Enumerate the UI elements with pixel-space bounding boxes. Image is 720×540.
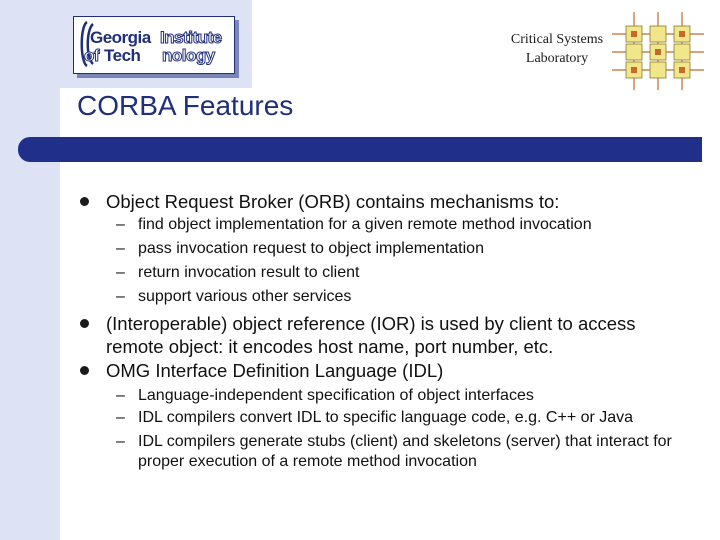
lab-name — [497, 30, 617, 68]
dash-icon: – — [116, 409, 125, 426]
logo-word-nology: nology — [162, 46, 215, 65]
sub-bullet — [116, 215, 708, 235]
bullet-dot-icon — [80, 197, 89, 206]
dash-icon: – — [116, 387, 125, 404]
sub-bullet — [116, 386, 708, 406]
bullet-text: Object Request Broker (ORB) contains mechanisms to: — [106, 191, 560, 212]
sub-bullet-text: pass invocation request to object implementation — [138, 240, 484, 257]
logo-word-tech: Tech — [104, 46, 141, 65]
lab-name-line-2: Laboratory — [525, 51, 589, 66]
sub-bullet — [116, 239, 708, 259]
sub-bullet-text: IDL compilers generate stubs (client) and skeletons (server) that interact for proper execution of a remote method invocation — [138, 433, 672, 470]
logo-word-georgia: Georgia — [90, 28, 151, 47]
sub-bullet — [116, 287, 708, 307]
sub-bullet-text: support various other services — [138, 288, 352, 305]
bullet-orb — [106, 190, 706, 213]
left-decor-band — [0, 0, 60, 540]
sub-bullet-text: Language-independent specification of object interfaces — [138, 387, 534, 404]
bullet-dot-icon — [80, 366, 89, 375]
bullet-ior — [106, 312, 696, 358]
sub-bullet — [116, 263, 708, 283]
sub-bullet-text: return invocation result to client — [138, 264, 360, 281]
bullet-text: (Interoperable) object reference (IOR) is used by client to access remote object: it encodes host name, port number, etc. — [106, 313, 636, 357]
bullet-idl — [106, 359, 706, 382]
bullet-text: OMG Interface Definition Language (IDL) — [106, 360, 444, 381]
dash-icon: – — [116, 216, 125, 233]
logo-word-of: of — [84, 46, 100, 65]
georgia-tech-logo — [73, 16, 235, 74]
sub-bullet-text: find object implementation for a given remote method invocation — [138, 216, 592, 233]
lab-name-line-1: Critical Systems — [510, 32, 604, 47]
sub-bullet — [116, 432, 708, 472]
top-decor-band — [60, 0, 252, 88]
title-underline-bar — [18, 137, 702, 162]
dash-icon: – — [116, 264, 125, 281]
dash-icon: – — [116, 288, 125, 305]
sub-bullet — [116, 408, 708, 428]
bullet-dot-icon — [80, 319, 89, 328]
dash-icon: – — [116, 433, 125, 450]
sub-bullet-text: IDL compilers convert IDL to specific language code, e.g. C++ or Java — [138, 409, 634, 426]
dash-icon: – — [116, 240, 125, 257]
circuit-grid-icon — [612, 12, 704, 90]
logo-word-institute: Institute — [160, 28, 222, 47]
slide-title: CORBA Features — [77, 90, 294, 121]
